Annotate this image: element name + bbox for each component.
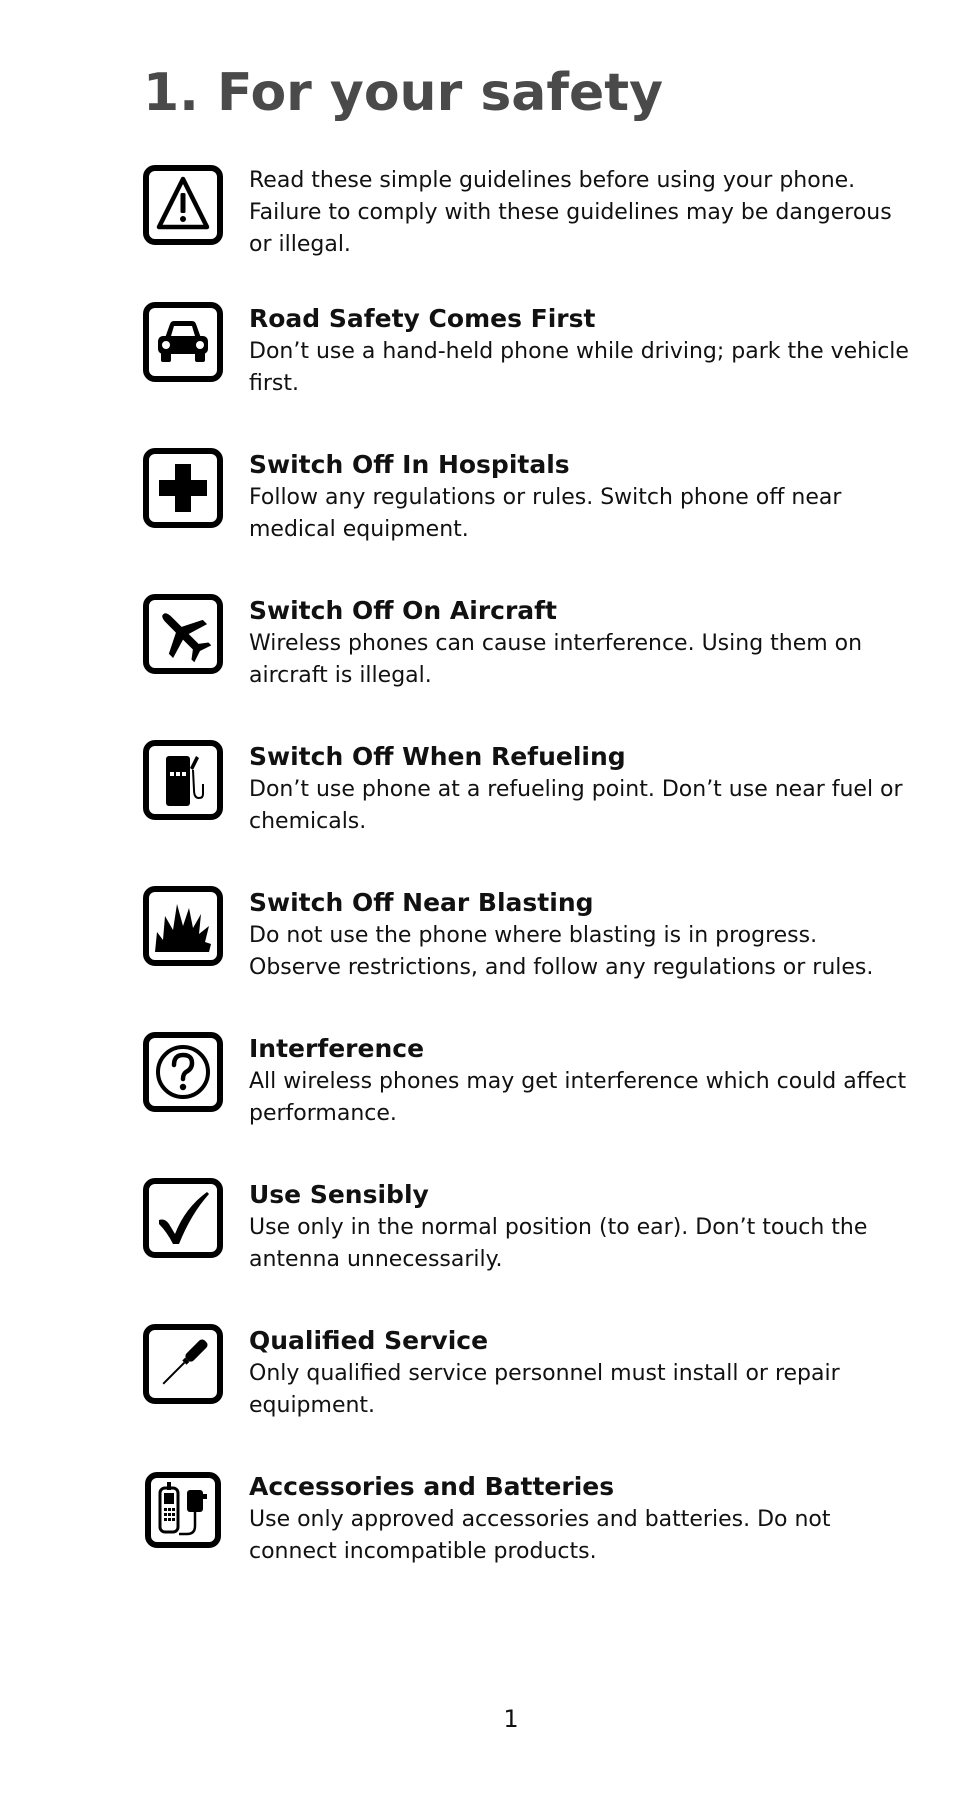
- car-icon: [143, 302, 223, 382]
- item-body: All wireless phones may get interference which could affect performance.: [249, 1069, 907, 1126]
- warning-triangle-icon: [143, 165, 223, 245]
- item-body: Do not use the phone where blasting is in progress. Observe restrictions, and follow any regulations or rules.: [249, 923, 874, 980]
- item-body: Wireless phones can cause interference. Using them on aircraft is illegal.: [249, 631, 863, 688]
- safety-item-qualified-service: [143, 1324, 903, 1424]
- fuel-pump-icon: [143, 740, 223, 820]
- item-body: Use only approved accessories and batteries. Do not connect incompatible products.: [249, 1507, 831, 1564]
- safety-item-hospitals: [143, 448, 903, 548]
- item-body: Use only in the normal position (to ear). Don’t touch the antenna unnecessarily.: [249, 1215, 868, 1272]
- page-number: 1: [503, 1705, 519, 1733]
- item-body: Don’t use a hand-held phone while driving; park the vehicle first.: [249, 339, 909, 396]
- item-title: Accessories and Batteries: [249, 1472, 615, 1501]
- phone-charger-icon: [143, 1470, 223, 1550]
- item-body: Only qualified service personnel must install or repair equipment.: [249, 1361, 840, 1418]
- page-title: 1. For your safety: [143, 63, 663, 123]
- safety-item-road: [143, 302, 909, 402]
- item-title: Switch Off In Hospitals: [249, 450, 570, 479]
- item-title: Interference: [249, 1034, 425, 1063]
- item-body: Don’t use phone at a refueling point. Don’t use near fuel or chemicals.: [249, 777, 903, 834]
- item-title: Use Sensibly: [249, 1180, 429, 1209]
- checkmark-icon: [143, 1178, 223, 1258]
- item-title: Qualified Service: [249, 1326, 489, 1355]
- item-title: Switch Off When Refueling: [249, 742, 626, 771]
- item-title: Road Safety Comes First: [249, 304, 596, 333]
- safety-intro: [143, 165, 903, 265]
- screwdriver-icon: [143, 1324, 223, 1404]
- safety-item-accessories: [143, 1470, 903, 1570]
- item-body: Follow any regulations or rules. Switch phone off near medical equipment.: [249, 485, 842, 542]
- intro-text: Read these simple guidelines before using your phone. Failure to comply with these guidelines may be dangerous or illegal.: [249, 168, 892, 257]
- safety-item-refueling: [143, 740, 903, 840]
- item-title: Switch Off On Aircraft: [249, 596, 557, 625]
- medical-cross-icon: [143, 448, 223, 528]
- safety-item-aircraft: [143, 594, 903, 694]
- question-mark-icon: [143, 1032, 223, 1112]
- safety-item-use-sensibly: [143, 1178, 903, 1278]
- safety-item-blasting: [143, 886, 903, 986]
- airplane-icon: [143, 594, 223, 674]
- explosion-icon: [143, 886, 223, 966]
- item-title: Switch Off Near Blasting: [249, 888, 594, 917]
- safety-item-interference: [143, 1032, 907, 1132]
